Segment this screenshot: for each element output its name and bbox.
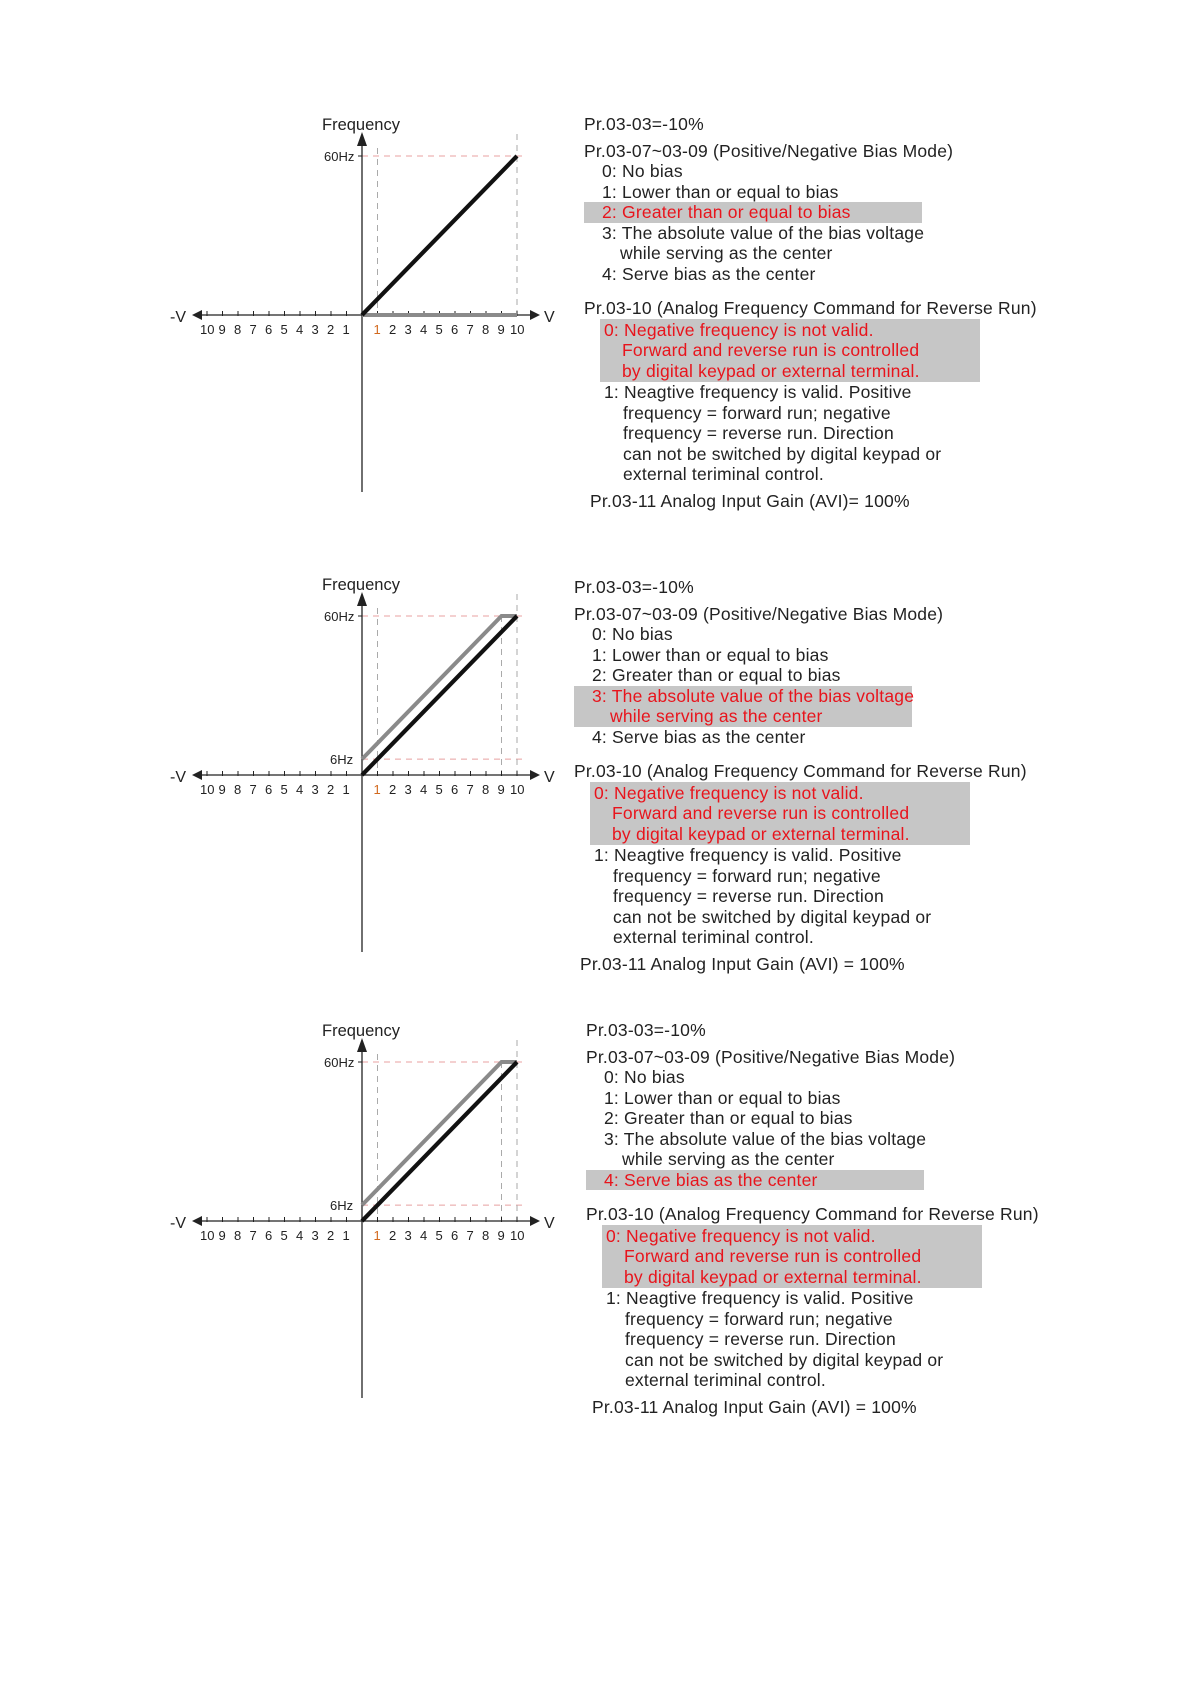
graph-2-x-neg-label: -V (170, 769, 186, 786)
graph-1-neg-tick-label: 3 (311, 322, 319, 337)
graph-2-neg-tick-label: 5 (280, 782, 288, 797)
graph-3-x-neg-label: -V (170, 1215, 186, 1232)
graph-2-neg-tick-label: 1 (342, 782, 350, 797)
graph-1-neg-tick-label: 7 (249, 322, 257, 337)
reverse-option-1-line: can not be switched by digital keypad or (625, 1349, 944, 1370)
reverse-option-1-line: can not be switched by digital keypad or (623, 443, 942, 464)
bias-mode-options (586, 1067, 1039, 1190)
bias-mode-option: 0: No bias (592, 624, 673, 644)
graph-2-neg-tick-label: 10 (200, 782, 215, 797)
analog-input-gain: Pr.03-11 Analog Input Gain (AVI) = 100% (592, 1396, 917, 1417)
params-3 (586, 1020, 1039, 1417)
bias-mode-option: 4: Serve bias as the center (602, 263, 816, 284)
graph-2-y-max-label: 60Hz (324, 609, 355, 624)
graph-2-svg (170, 572, 590, 992)
graph-1-pos-tick-label: 7 (466, 322, 474, 337)
graph-3-pos-tick-label: 9 (497, 1228, 505, 1243)
graph-1-svg (170, 112, 590, 532)
graph-3-series-output (362, 1062, 517, 1221)
graph-1-y-axis-label: Frequency (322, 116, 400, 134)
graph-2-x-arrow-left-icon (192, 770, 202, 780)
graph-1-neg-tick-label: 4 (296, 322, 304, 337)
graph-3-x-pos-label: V (544, 1215, 555, 1232)
spacer (574, 747, 1027, 761)
graph-3-neg-tick-label: 4 (296, 1228, 304, 1243)
graph-2-pos-tick-label: 2 (389, 782, 397, 797)
graph-2-neg-tick-label: 6 (265, 782, 273, 797)
analog-input-gain: Pr.03-11 Analog Input Gain (AVI) = 100% (580, 953, 905, 974)
graph-3-neg-tick-label: 6 (265, 1228, 273, 1243)
bias-mode-option: 1: Lower than or equal to bias (602, 181, 839, 202)
reverse-option-0-highlight (600, 319, 980, 383)
graph-3-neg-tick-label: 10 (200, 1228, 215, 1243)
graph-1-x-neg-label: -V (170, 309, 186, 326)
reverse-option-0-line: by digital keypad or external terminal. (612, 823, 910, 844)
reverse-option-0-line: Forward and reverse run is controlled (624, 1246, 922, 1266)
graph-2-pos-tick-label: 8 (482, 782, 490, 797)
graph-1-neg-tick-label: 6 (265, 322, 273, 337)
graph-3-pos-tick-label: 8 (482, 1228, 490, 1243)
graph-3-y-mid-label: 6Hz (330, 1198, 354, 1214)
graph-1-neg-tick-label: 2 (327, 322, 335, 337)
reverse-option-0-highlight (590, 782, 970, 846)
bias-mode-option: 3: The absolute value of the bias voltage (574, 686, 912, 707)
graph-3-neg-tick-label: 9 (218, 1228, 226, 1243)
bias-mode-options (574, 624, 1027, 747)
bias-mode-option: 0: No bias (604, 1067, 685, 1087)
graph-1-pos-tick-label: 4 (420, 322, 428, 337)
bias-setting: Pr.03-03=-10% (586, 1020, 706, 1040)
bias-mode-option: while serving as the center (622, 1149, 835, 1169)
graph-2-neg-tick-label: 8 (234, 782, 242, 797)
reverse-option-1-line: external teriminal control. (623, 464, 824, 484)
reverse-option-1-line: frequency = forward run; negative (625, 1308, 893, 1329)
graph-1-neg-tick-label: 10 (200, 322, 215, 337)
params-1 (584, 114, 1037, 511)
graph-1-neg-tick-label: 8 (234, 322, 242, 337)
graph-2-y-mid-label: 6Hz (330, 752, 354, 768)
bias-mode-option: 1: Lower than or equal to bias (592, 644, 829, 665)
reverse-option-1-line: frequency = forward run; negative (623, 402, 891, 423)
graph-1-neg-tick-label: 5 (280, 322, 288, 337)
graph-3-y-axis-label: Frequency (322, 1022, 400, 1040)
bias-mode-option: 4: Serve bias as the center (592, 726, 806, 747)
reverse-run-title: Pr.03-10 (Analog Frequency Command for Reverse Run) (586, 1204, 1039, 1224)
graph-2-neg-tick-label: 4 (296, 782, 304, 797)
reverse-option-1-line: external teriminal control. (625, 1370, 826, 1390)
params-2 (574, 577, 1027, 974)
graph-3-neg-tick-label: 1 (342, 1228, 350, 1243)
graph-2-y-axis-label: Frequency (322, 576, 400, 594)
graph-3-y-arrow-icon (357, 1038, 367, 1052)
graph-2-neg-tick-label: 2 (327, 782, 335, 797)
bias-mode-option: 2: Greater than or equal to bias (592, 665, 841, 685)
bias-setting: Pr.03-03=-10% (584, 114, 704, 134)
reverse-option-0-line: by digital keypad or external terminal. (624, 1266, 922, 1287)
graph-3-pos-tick-label: 10 (510, 1228, 525, 1243)
graph-2-neg-tick-label: 9 (218, 782, 226, 797)
reverse-option-1-line: 1: Neagtive frequency is valid. Positive (604, 382, 912, 402)
bias-mode-option: 0: No bias (602, 161, 683, 181)
graph-1-pos-tick-label: 2 (389, 322, 397, 337)
graph-1-pos-tick-label: 1 (373, 322, 381, 337)
graph-2-x-arrow-right-icon (530, 770, 540, 780)
graph-3-pos-tick-label: 6 (451, 1228, 459, 1243)
graph-3-neg-tick-label: 7 (249, 1228, 257, 1243)
bias-mode-option: 3: The absolute value of the bias voltage (602, 222, 925, 243)
bias-mode-option: while serving as the center (620, 243, 833, 263)
graph-2-pos-tick-label: 10 (510, 782, 525, 797)
bias-mode-option: 2: Greater than or equal to bias (604, 1108, 853, 1128)
bias-mode-options (584, 161, 1037, 284)
reverse-option-0-line: Forward and reverse run is controlled (622, 340, 920, 360)
graph-1-pos-tick-label: 3 (404, 322, 412, 337)
graph-2-pos-tick-label: 3 (404, 782, 412, 797)
graph-2-series-output (362, 616, 517, 775)
graph-3-pos-tick-label: 2 (389, 1228, 397, 1243)
graph-2-neg-tick-label: 3 (311, 782, 319, 797)
graph-1-neg-tick-label: 1 (342, 322, 350, 337)
reverse-option-1-line: frequency = forward run; negative (613, 865, 881, 886)
bias-setting: Pr.03-03=-10% (574, 577, 694, 597)
graph-3-svg (170, 1018, 590, 1438)
graph-2-y-arrow-icon (357, 592, 367, 606)
bias-mode-option: 1: Lower than or equal to bias (604, 1087, 841, 1108)
bias-mode-option: 2: Greater than or equal to bias (584, 202, 922, 223)
graph-2-pos-tick-label: 9 (497, 782, 505, 797)
graph-2-pos-tick-label: 1 (373, 782, 381, 797)
reverse-option-0-line: by digital keypad or external terminal. (622, 360, 920, 381)
reverse-option-1-line: 1: Neagtive frequency is valid. Positive (594, 845, 902, 865)
graph-3-neg-tick-label: 5 (280, 1228, 288, 1243)
reverse-option-1-line: frequency = reverse run. Direction (613, 886, 884, 906)
bias-mode-title: Pr.03-07~03-09 (Positive/Negative Bias Mode) (584, 140, 954, 161)
reverse-option-0-highlight (602, 1225, 982, 1289)
graph-1-pos-tick-label: 9 (497, 322, 505, 337)
graph-3-neg-tick-label: 3 (311, 1228, 319, 1243)
reverse-option-0-line: 0: Negative frequency is not valid. (604, 319, 874, 340)
reverse-option-1-line: frequency = reverse run. Direction (625, 1329, 896, 1349)
graph-3-y-max-label: 60Hz (324, 1055, 355, 1070)
graph-2-pos-tick-label: 6 (451, 782, 459, 797)
graph-3-pos-tick-label: 1 (373, 1228, 381, 1243)
graph-1-y-max-label: 60Hz (324, 149, 355, 164)
reverse-option-1-line: can not be switched by digital keypad or (613, 906, 932, 927)
graph-2-pos-tick-label: 4 (420, 782, 428, 797)
analog-input-gain: Pr.03-11 Analog Input Gain (AVI)= 100% (590, 490, 910, 511)
graph-3-pos-tick-label: 3 (404, 1228, 412, 1243)
bias-mode-option: 3: The absolute value of the bias voltage (604, 1128, 927, 1149)
graph-3-x-arrow-left-icon (192, 1216, 202, 1226)
reverse-option-0-line: Forward and reverse run is controlled (612, 803, 910, 823)
graph-1-y-arrow-icon (357, 132, 367, 146)
graph-2-neg-tick-label: 7 (249, 782, 257, 797)
spacer (586, 1190, 1039, 1204)
graph-1-x-arrow-left-icon (192, 310, 202, 320)
graph-1-x-arrow-right-icon (530, 310, 540, 320)
graph-1-pos-tick-label: 5 (435, 322, 443, 337)
graph-1-x-pos-label: V (544, 309, 555, 326)
graph-1-neg-tick-label: 9 (218, 322, 226, 337)
bias-mode-title: Pr.03-07~03-09 (Positive/Negative Bias Mode) (586, 1046, 956, 1067)
graph-2 (170, 572, 590, 992)
reverse-run-title: Pr.03-10 (Analog Frequency Command for Reverse Run) (574, 761, 1027, 781)
graph-2-pos-tick-label: 5 (435, 782, 443, 797)
graph-2-x-pos-label: V (544, 769, 555, 786)
graph-1-series-output (362, 156, 517, 315)
reverse-option-1-line: frequency = reverse run. Direction (623, 423, 894, 443)
bias-mode-option: 4: Serve bias as the center (586, 1170, 924, 1191)
graph-3-pos-tick-label: 7 (466, 1228, 474, 1243)
spacer (584, 284, 1037, 298)
graph-3-pos-tick-label: 4 (420, 1228, 428, 1243)
graph-1-pos-tick-label: 8 (482, 322, 490, 337)
reverse-option-0-line: 0: Negative frequency is not valid. (606, 1225, 876, 1246)
reverse-option-1-line: external teriminal control. (613, 927, 814, 947)
graph-3-x-arrow-right-icon (530, 1216, 540, 1226)
graph-3 (170, 1018, 590, 1438)
reverse-run-title: Pr.03-10 (Analog Frequency Command for Reverse Run) (584, 298, 1037, 318)
graph-2-pos-tick-label: 7 (466, 782, 474, 797)
graph-3-neg-tick-label: 8 (234, 1228, 242, 1243)
graph-3-neg-tick-label: 2 (327, 1228, 335, 1243)
bias-mode-title: Pr.03-07~03-09 (Positive/Negative Bias Mode) (574, 603, 944, 624)
graph-1-pos-tick-label: 10 (510, 322, 525, 337)
graph-1 (170, 112, 590, 532)
graph-3-pos-tick-label: 5 (435, 1228, 443, 1243)
reverse-option-1-line: 1: Neagtive frequency is valid. Positive (606, 1288, 914, 1308)
graph-1-pos-tick-label: 6 (451, 322, 459, 337)
bias-mode-option: while serving as the center (574, 706, 912, 727)
reverse-option-0-line: 0: Negative frequency is not valid. (594, 782, 864, 803)
